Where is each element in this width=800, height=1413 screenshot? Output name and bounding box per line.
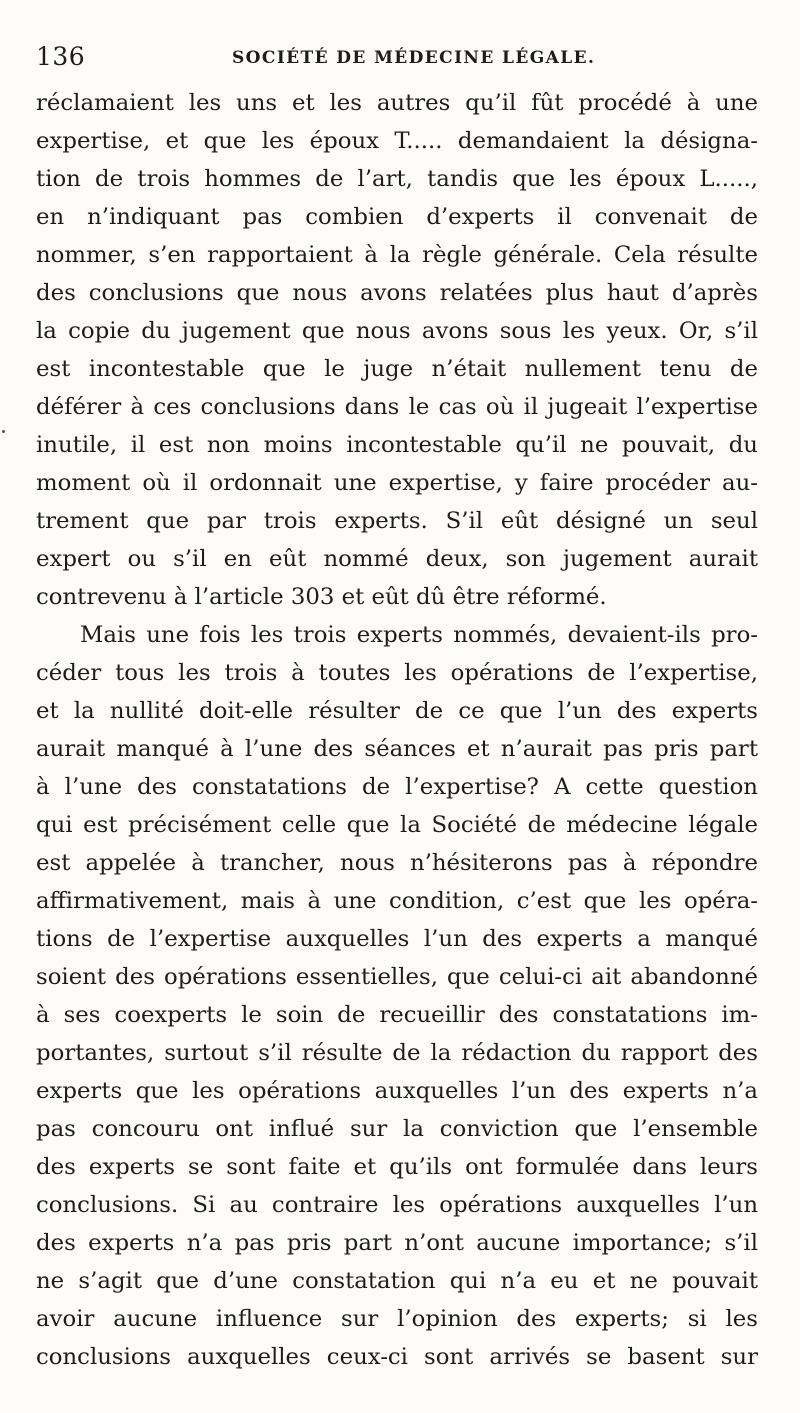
text-line: trement que par trois experts. S’il eût désigné un seul (36, 508, 758, 534)
text-line: des conclusions que nous avons relatées plus haut d’après (36, 280, 758, 306)
text-line: expert ou s’il en eût nommé deux, son jugement aurait (36, 546, 758, 572)
text-line: qui est précisément celle que la Société de médecine légale (36, 812, 758, 838)
running-head (36, 42, 760, 76)
gutter-speck (2, 430, 5, 433)
journal-title: SOCIÉTÉ DE MÉDECINE LÉGALE. (232, 48, 596, 68)
text-line: tion de trois hommes de l’art, tandis que les époux L....., (36, 166, 758, 192)
text-line: la copie du jugement que nous avons sous les yeux. Or, s’il (36, 318, 758, 344)
text-line: portantes, surtout s’il résulte de la rédaction du rapport des (36, 1040, 758, 1066)
text-line: pas concouru ont influé sur la conviction que l’ensemble (36, 1116, 758, 1142)
page-number: 136 (36, 42, 86, 71)
text-line: est incontestable que le juge n’était nullement tenu de (36, 356, 758, 382)
text-line: à l’une des constatations de l’expertise? A cette question (36, 774, 758, 800)
text-line: et la nullité doit-elle résulter de ce que l’un des experts (36, 698, 758, 724)
text-line: réclamaient les uns et les autres qu’il fût procédé à une (36, 90, 758, 116)
text-line: expertise, et que les époux T..... demandaient la désigna- (36, 128, 758, 154)
text-line-paragraph-end: contrevenu à l’article 303 et eût dû être réformé. (36, 584, 607, 610)
text-line: des experts se sont faite et qu’ils ont formulée dans leurs (36, 1154, 758, 1180)
text-line: conclusions auxquelles ceux-ci sont arrivés se basent sur (36, 1344, 758, 1370)
text-line: moment où il ordonnait une expertise, y faire procéder au- (36, 470, 758, 496)
text-line: est appelée à trancher, nous n’hésiterons pas à répondre (36, 850, 758, 876)
text-line: conclusions. Si au contraire les opérations auxquelles l’un (36, 1192, 758, 1218)
text-line: aurait manqué à l’une des séances et n’aurait pas pris part (36, 736, 758, 762)
text-line: des experts n’a pas pris part n’ont aucune importance; s’il (36, 1230, 758, 1256)
text-line-paragraph-start: Mais une fois les trois experts nommés, devaient-ils pro- (80, 622, 758, 648)
text-line: tions de l’expertise auxquelles l’un des experts a manqué (36, 926, 758, 952)
text-line: affirmativement, mais à une condition, c’est que les opéra- (36, 888, 758, 914)
text-line: à ses coexperts le soin de recueillir des constatations im- (36, 1002, 758, 1028)
body-text (36, 84, 758, 1376)
text-line: céder tous les trois à toutes les opérations de l’expertise, (36, 660, 758, 686)
text-line: nommer, s’en rapportaient à la règle générale. Cela résulte (36, 242, 758, 268)
text-line: avoir aucune influence sur l’opinion des experts; si les (36, 1306, 758, 1332)
text-line: en n’indiquant pas combien d’experts il convenait de (36, 204, 758, 230)
text-line: déférer à ces conclusions dans le cas où il jugeait l’expertise (36, 394, 758, 420)
text-line: experts que les opérations auxquelles l’un des experts n’a (36, 1078, 758, 1104)
text-line: ne s’agit que d’une constatation qui n’a eu et ne pouvait (36, 1268, 758, 1294)
text-line: inutile, il est non moins incontestable qu’il ne pouvait, du (36, 432, 758, 458)
text-line: soient des opérations essentielles, que celui-ci ait abandonné (36, 964, 758, 990)
